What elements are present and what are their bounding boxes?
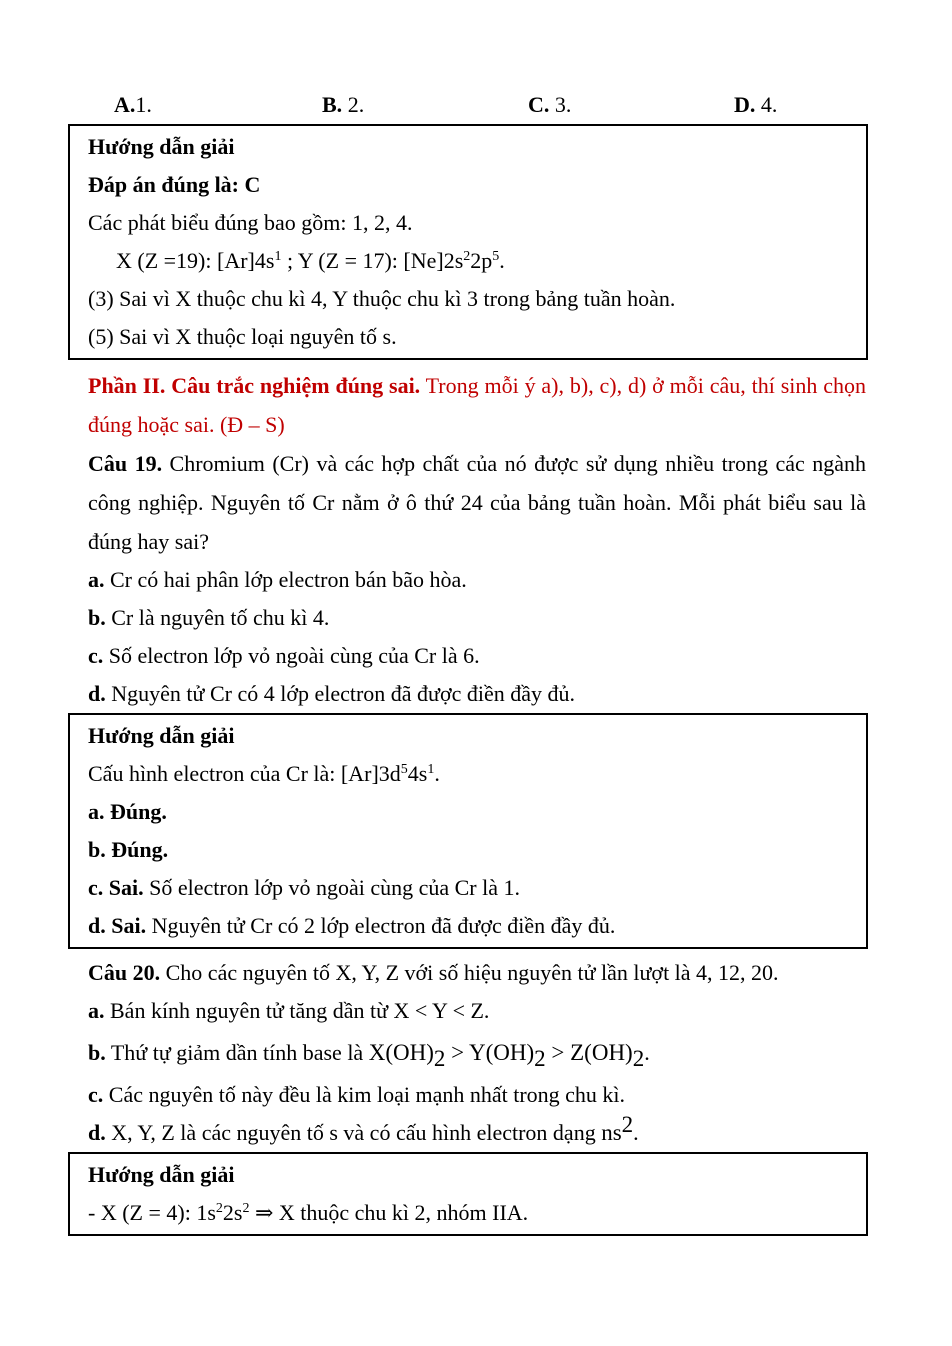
solution-box-2: [68, 713, 868, 949]
solution-box-1-line: (5) Sai vì X thuộc loại nguyên tố s.: [88, 324, 397, 349]
solution-box-3: [68, 1152, 868, 1236]
solution-box-1-title: Hướng dẫn giải: [88, 134, 235, 159]
solution-box-2-line-b: b. Đúng.: [88, 837, 169, 862]
part2-heading: Phần II. Câu trắc nghiệm đúng sai. Trong mỗi ý a), b), c), d) ở mỗi câu, thí sinh chọn đúng hoặc sai. (Đ – S): [88, 373, 866, 437]
answer-options-row: [88, 85, 866, 124]
question-20-statement-b: b. Thứ tự giảm dần tính base là $X(OH)_2 > Y(OH)_2 > Z(OH)_2$.: [88, 1040, 650, 1071]
question-19-intro: Câu 19. Chromium (Cr) và các hợp chất của nó được sử dụng nhiều trong các ngành công nghiệp. Nguyên tố Cr nằm ở ô thứ 24 của bảng tuần hoàn. Mỗi phát biểu sau là đúng hay sai?: [88, 451, 866, 554]
solution-box-1-answer: Đáp án đúng là: C: [88, 172, 261, 197]
solution-box-1-config-line: X (Z =19): $[Ar]4s^1$ ; Y (Z = 17): $[Ne]2s^22p^5$.: [116, 248, 505, 273]
solution-box-1-line: Các phát biểu đúng bao gồm: 1, 2, 4.: [88, 210, 413, 235]
question-19-statement-a: a. Cr có hai phân lớp electron bán bão hòa.: [88, 567, 467, 592]
question-20-statement-d: d. X, Y, Z là các nguyên tố s và có cấu hình electron dạng $ns^2$.: [88, 1112, 639, 1145]
solution-box-2-line-d: d. Sai. Nguyên tử Cr có 2 lớp electron đã được điền đầy đủ.: [88, 913, 616, 938]
solution-box-3-line: - X (Z = 4): $1s^22s^2$ ⇒ X thuộc chu kì 2, nhóm IIA.: [88, 1200, 529, 1225]
question-20-intro: Câu 20. Cho các nguyên tố X, Y, Z với số hiệu nguyên tử lần lượt là 4, 12, 20.: [88, 960, 779, 985]
option-a: A.1.: [114, 92, 152, 117]
solution-box-2-line-c: c. Sai. Số electron lớp vỏ ngoài cùng của Cr là 1.: [88, 875, 520, 900]
option-b: B. 2.: [322, 92, 365, 117]
option-d: D. 4.: [734, 92, 778, 117]
question-19-statement-d: d. Nguyên tử Cr có 4 lớp electron đã được điền đầy đủ.: [88, 681, 576, 706]
solution-box-1: [68, 124, 868, 360]
solution-box-2-title: Hướng dẫn giải: [88, 723, 235, 748]
question-19-statement-c: c. Số electron lớp vỏ ngoài cùng của Cr là 6.: [88, 643, 480, 668]
document-content: [88, 85, 866, 1236]
question-20-statement-c: c. Các nguyên tố này đều là kim loại mạnh nhất trong chu kì.: [88, 1082, 626, 1107]
solution-box-1-line: (3) Sai vì X thuộc chu kì 4, Y thuộc chu kì 3 trong bảng tuần hoàn.: [88, 286, 676, 311]
solution-box-2-line: Cấu hình electron của Cr là: $[Ar]3d^54s^1$.: [88, 761, 440, 786]
question-19-statement-b: b. Cr là nguyên tố chu kì 4.: [88, 605, 330, 630]
solution-box-2-line-a: a. Đúng.: [88, 799, 167, 824]
option-c: C. 3.: [528, 92, 572, 117]
solution-box-3-title: Hướng dẫn giải: [88, 1162, 235, 1187]
question-20-statement-a: a. Bán kính nguyên tử tăng dần từ X < Y < Z.: [88, 998, 490, 1023]
